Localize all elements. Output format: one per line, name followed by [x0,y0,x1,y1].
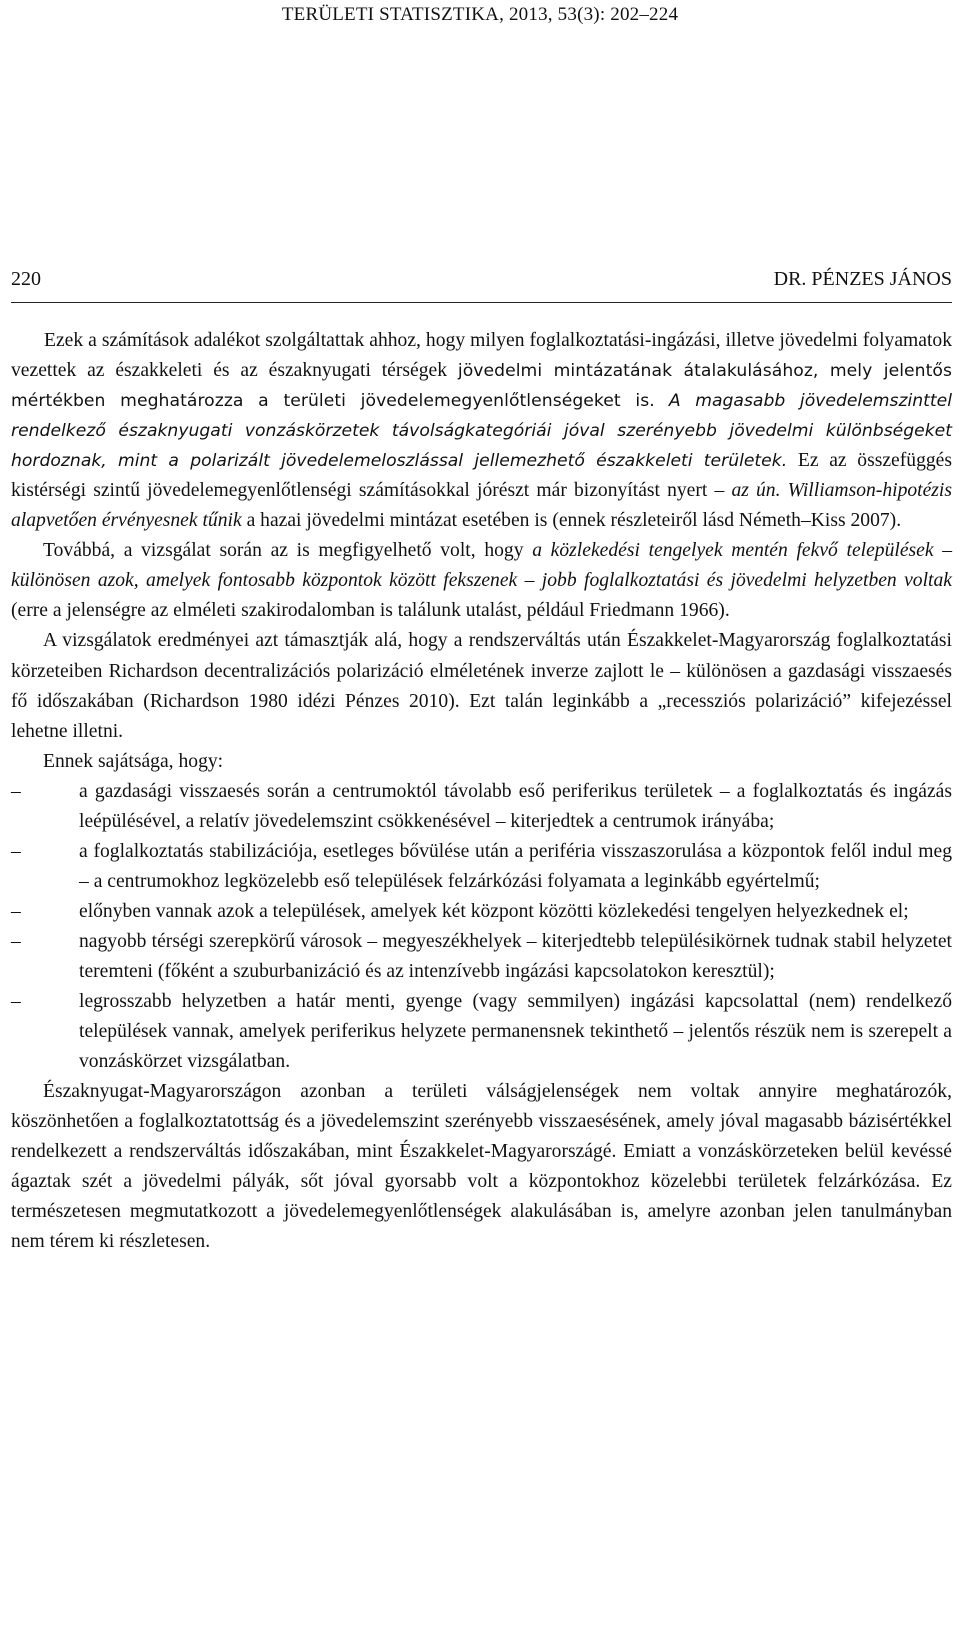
paragraph-1-sentence-5: a hazai jövedelmi mintázat esetében is (ennek részleteiről lásd Németh–Kiss 2007). [246,510,902,532]
journal-header: TERÜLETI STATISZTIKA, 2013, 53(3): 202–224 [281,4,679,25]
list-item-text: a foglalkoztatás stabilizációja, esetleges bővülése után a periféria visszaszorulása a központok felől indul meg – a centrumokhoz legközelebb eső települések felzárkózási folyamata a leginkább egyértelmű; [79,840,952,892]
list-dash: – [11,991,21,1013]
paragraph-1-emphasis-2: az ún. Williamson-hipotézis alapvetően érvényesnek tűnik [11,480,952,532]
paragraph-1-sentence-4: Ez az összefüggés kistérségi szintű jövedelemegyenlőtlenségi számításokkal jórészt már bizonyítást nyert – [11,450,952,502]
list-item [11,837,952,897]
article-body [11,326,952,1257]
running-head-author: DR. PÉNZES JÁNOS [773,268,952,290]
paragraph-4: Ennek sajátsága, hogy: [43,750,224,772]
running-head [11,268,952,303]
paragraph-1-sentence-1: Ezek a számítások adalékot szolgáltattak ahhoz, hogy milyen foglalkoztatási-ingázási, illetve jövedelmi folyamatok vezettek az északkeleti és az északnyugati térségek [11,330,952,382]
paragraph-2-tail: (erre a jelenségre az elméleti szakirodalomban is találunk utalást, például Friedmann 1966). [11,600,730,622]
paragraph-1 [11,326,952,536]
list-item [11,897,952,927]
paragraph-2-emphasis: a közlekedési tengelyek mentén fekvő települések – különösen azok, amelyek fontosabb központok között fekszenek – jobb foglalkoztatási és jövedelmi helyzetben voltak [11,540,953,592]
paragraph-5: Északnyugat-Magyarországon azonban a területi válságjelenségek nem voltak annyire meghatározók, köszönhetően a foglalkoztatottság és a jövedelemszint szerényebb visszaesésének, amely jóval magasabb bázisértékkel rendelkezett a rendszerváltás időszakában, mint Északkelet-Magyarországé. Emiatt a vonzáskörzeteken belül kevéssé ágaztak szét a jövedelmi pályák, sőt jóval gyorsabb volt a központokhoz közelebbi területek felzárkózása. Ez természetesen megmutatkozott a jövedelemegyenlőtlenségek alakulásában is, amelyre azonban jelen tanulmányban nem térem ki részletesen. [11,1081,952,1253]
list-dash: – [11,840,21,862]
list-item [11,777,952,837]
paragraph-2-lead: Továbbá, a vizsgálat során az is megfigyelhető volt, hogy [43,540,524,562]
page-number: 220 [11,268,41,290]
list-item [11,987,952,1077]
list-item [11,927,952,987]
dash-list [11,777,952,1077]
list-item-text: előnyben vannak azok a települések, amelyek két központ közötti közlekedési tengelyen helyezkednek el; [79,900,909,922]
list-item-text: a gazdasági visszaesés során a centrumoktól távolabb eső periferikus területek – a foglalkoztatás és ingázás leépülésével, a relatív jövedelemszint csökkenésével – kiterjedtek a centrumok irányába; [79,780,952,832]
list-dash: – [11,780,21,802]
paragraph-2 [11,536,952,626]
list-item-text: nagyobb térségi szerepkörű városok – megyeszékhelyek – kiterjedtebb településikörnek tudnak stabil helyzetet teremteni (főként a szuburbanizáció és az intenzívebb ingázási kapcsolatokon keresztül); [79,930,952,982]
paragraph-1-emphasis: A magasabb jövedelemszinttel rendelkező északnyugati vonzáskörzetek távolságkategóriái jóval szerényebb jövedelmi különbségeket hordoznak, mint a polarizált jövedelemeloszlással jellemezhető északkeleti területek. [11,391,953,472]
paragraph-3: A vizsgálatok eredményei azt támasztják alá, hogy a rendszerváltás után Északkelet-Magyarország foglalkoztatási körzeteiben Richardson decentralizációs polarizáció elméletének inverze zajlott le – különösen a gazdasági visszaesés fő időszakában (Richardson 1980 idézi Pénzes 2010). Ezt talán leginkább a „recessziós polarizáció” kifejezéssel lehetne illetni. [11,630,952,742]
list-dash: – [11,930,21,952]
paragraph-1-sentence-2: jövedelmi mintázatának átalakulásához, mely jelentős mértékben meghatározza a területi jövedelemegyenlőtlenségeket is. [11,361,952,412]
list-item-text: legrosszabb helyzetben a határ menti, gyenge (vagy semmilyen) ingázási kapcsolattal (nem) rendelkező települések vannak, amelyek periferikus helyzete permanensnek tekinthető – jelentős részük nem is szerepelt a vonzáskörzet vizsgálatban. [79,991,952,1073]
list-dash: – [11,900,21,922]
